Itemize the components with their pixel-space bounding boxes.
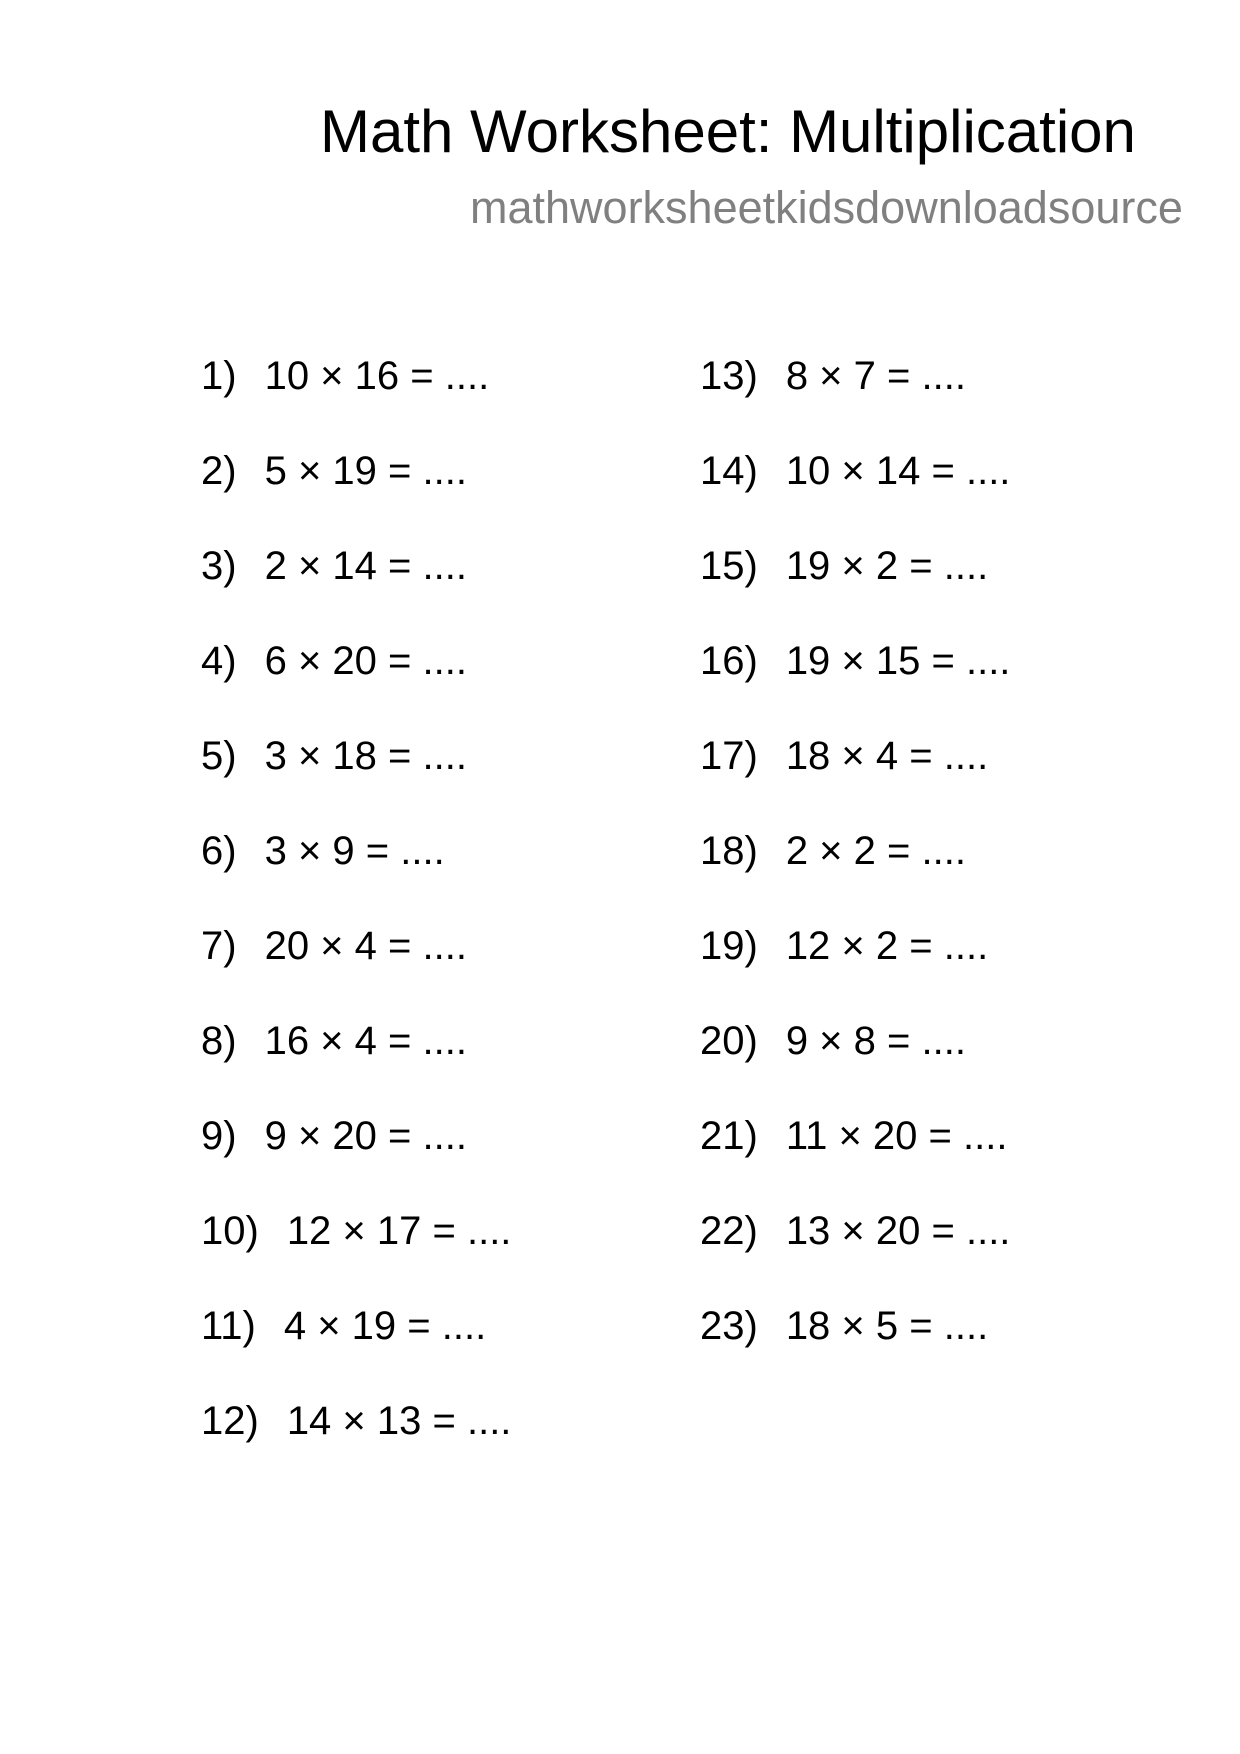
problem-expression: 11 × 20 = .... <box>785 1114 1008 1158</box>
problem-expression: 14 × 13 = .... <box>286 1399 512 1443</box>
problem-number: 16) <box>700 639 758 683</box>
problem-number: 4) <box>201 639 237 683</box>
problem-number: 20) <box>700 1019 758 1063</box>
problem-number: 23) <box>700 1304 758 1348</box>
problem-expression: 3 × 18 = .... <box>264 734 467 778</box>
problem-item <box>201 447 511 542</box>
problem-number: 19) <box>700 924 758 968</box>
problem-expression: 19 × 2 = .... <box>785 544 989 588</box>
problem-expression: 4 × 19 = .... <box>283 1304 487 1348</box>
problems-column-left <box>201 352 511 1492</box>
problem-number: 14) <box>700 449 758 493</box>
problem-expression: 2 × 14 = .... <box>264 544 467 588</box>
problem-item <box>700 922 1010 1017</box>
problem-item <box>201 637 511 732</box>
problem-number: 2) <box>201 449 237 493</box>
problem-item <box>201 1302 511 1397</box>
problem-item <box>201 1112 511 1207</box>
problem-item <box>700 447 1010 542</box>
problem-item <box>700 827 1010 922</box>
problem-expression: 12 × 2 = .... <box>785 924 989 968</box>
problem-item <box>700 637 1010 732</box>
problem-expression: 16 × 4 = .... <box>264 1019 467 1063</box>
worksheet-title: Math Worksheet: Multiplication <box>320 98 1136 165</box>
problem-expression: 10 × 16 = .... <box>264 354 490 398</box>
problem-number: 22) <box>700 1209 758 1253</box>
problem-expression: 18 × 5 = .... <box>785 1304 989 1348</box>
problem-item <box>201 542 511 637</box>
problem-item <box>700 352 1010 447</box>
problem-number: 21) <box>700 1114 758 1158</box>
problem-number: 10) <box>201 1209 259 1253</box>
problem-expression: 9 × 8 = .... <box>785 1019 966 1063</box>
problem-item <box>700 1112 1010 1207</box>
problem-item <box>700 732 1010 827</box>
problem-item <box>700 1017 1010 1112</box>
problem-number: 7) <box>201 924 237 968</box>
problem-number: 13) <box>700 354 758 398</box>
problem-number: 1) <box>201 354 237 398</box>
problem-expression: 18 × 4 = .... <box>785 734 989 778</box>
problem-item <box>700 542 1010 637</box>
problem-expression: 5 × 19 = .... <box>264 449 467 493</box>
problem-number: 17) <box>700 734 758 778</box>
problem-item <box>201 827 511 922</box>
problems-column-right <box>700 352 1010 1397</box>
problem-expression: 3 × 9 = .... <box>264 829 445 873</box>
problem-number: 18) <box>700 829 758 873</box>
problem-number: 11) <box>201 1304 256 1348</box>
problem-expression: 9 × 20 = .... <box>264 1114 467 1158</box>
problem-expression: 6 × 20 = .... <box>264 639 467 683</box>
problem-item <box>201 352 511 447</box>
problem-item <box>201 732 511 827</box>
problem-expression: 19 × 15 = .... <box>785 639 1011 683</box>
problem-item <box>700 1302 1010 1397</box>
problem-expression: 10 × 14 = .... <box>785 449 1011 493</box>
problem-item <box>201 1207 511 1302</box>
problem-item <box>201 922 511 1017</box>
problem-item <box>700 1207 1010 1302</box>
problem-number: 15) <box>700 544 758 588</box>
problem-expression: 8 × 7 = .... <box>785 354 966 398</box>
problem-number: 12) <box>201 1399 259 1443</box>
problem-number: 9) <box>201 1114 237 1158</box>
problem-expression: 13 × 20 = .... <box>785 1209 1011 1253</box>
problem-number: 3) <box>201 544 237 588</box>
problem-item <box>201 1017 511 1112</box>
problem-expression: 2 × 2 = .... <box>785 829 966 873</box>
problem-expression: 12 × 17 = .... <box>286 1209 512 1253</box>
problem-number: 8) <box>201 1019 237 1063</box>
problem-number: 5) <box>201 734 237 778</box>
problem-expression: 20 × 4 = .... <box>264 924 467 968</box>
problem-number: 6) <box>201 829 237 873</box>
worksheet-source: mathworksheetkidsdownloadsource <box>470 182 1183 233</box>
problem-item <box>201 1397 511 1492</box>
